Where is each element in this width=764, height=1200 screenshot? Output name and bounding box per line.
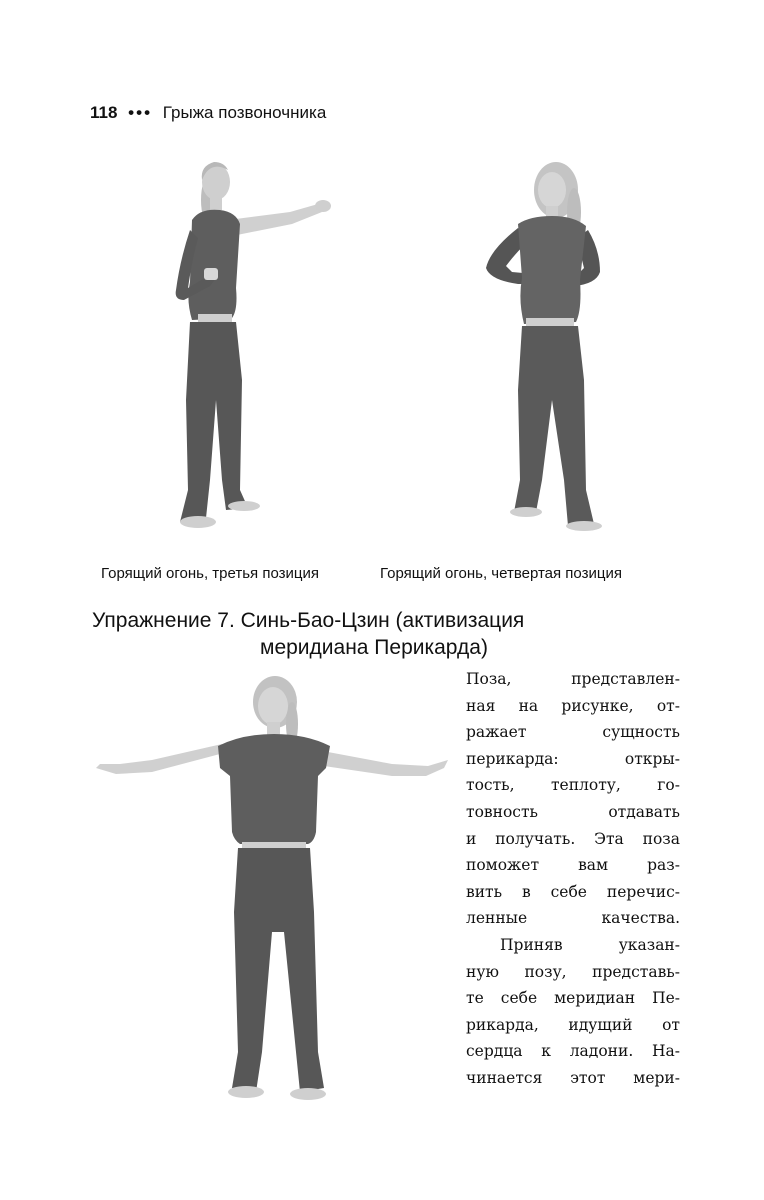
text-line: чинается этот мери- bbox=[466, 1068, 680, 1087]
book-title: Грыжа позвоночника bbox=[162, 103, 327, 122]
header-separator: ••• bbox=[128, 103, 153, 122]
text-line: ная на рисунке, от- bbox=[466, 696, 680, 715]
text-line: Поза, представлен- bbox=[466, 670, 680, 688]
text-line: те себе меридиан Пе- bbox=[466, 989, 680, 1008]
exercise-heading-line: Упражнение 7. Синь-Бао-Цзин (активизация bbox=[92, 609, 525, 632]
text-line: сердца к ладони. На- bbox=[466, 1042, 680, 1061]
text-line: поможет вам раз- bbox=[466, 856, 680, 875]
text-line: вить в себе перечис- bbox=[466, 882, 680, 901]
figure-caption: Горящий огонь, четвертая позиция bbox=[380, 565, 622, 582]
exercise-heading-line: меридиана Перикарда) bbox=[260, 636, 488, 659]
running-header bbox=[90, 103, 326, 123]
photo-burning-fire-fourth-position bbox=[470, 150, 630, 545]
text-line: ражает сущность bbox=[466, 723, 680, 742]
text-line: и получать. Эта поза bbox=[466, 829, 680, 848]
text-line: рикарда, идущий от bbox=[466, 1015, 680, 1034]
page-number: 118 bbox=[90, 103, 118, 122]
body-text bbox=[466, 666, 680, 1092]
text-line: тость, теплоту, го- bbox=[466, 776, 680, 795]
text-line: Приняв указан- bbox=[500, 935, 680, 954]
photo-xin-bao-jing-pose bbox=[92, 672, 458, 1108]
text-line: ную позу, представь- bbox=[466, 962, 680, 981]
text-line: ленные качества. bbox=[466, 909, 680, 928]
text-line: перикарда: откры- bbox=[466, 749, 680, 768]
figure-caption: Горящий огонь, третья позиция bbox=[101, 565, 319, 582]
exercise-heading bbox=[92, 607, 652, 661]
photo-burning-fire-third-position bbox=[140, 150, 340, 545]
text-line: товность отдавать bbox=[466, 802, 680, 821]
